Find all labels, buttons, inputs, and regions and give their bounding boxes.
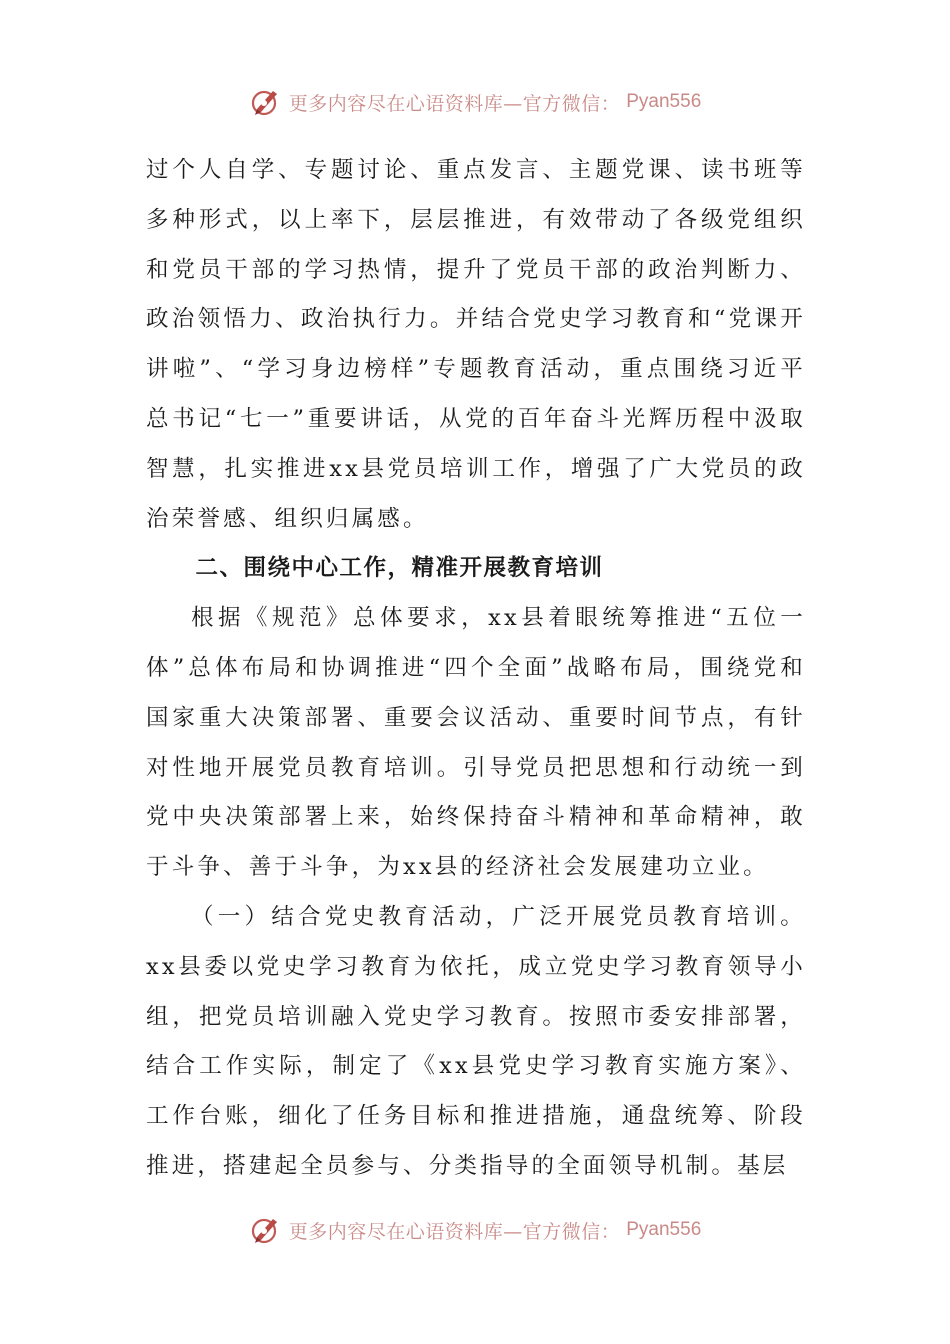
watermark-text: 更多内容尽在心语资料库—官方微信： bbox=[288, 92, 621, 115]
document-body bbox=[146, 146, 806, 1192]
watermark-header bbox=[0, 84, 950, 120]
pen-circle-icon bbox=[249, 1213, 283, 1247]
paragraph-3: （一）结合党史教育活动，广泛开展党员教育培训。xx县委以党史学习教育为依托，成立党史学习教育领导小组，把党员培训融入党史学习教育。按照市委安排部署，结合工作实际，制定了《xx县党史学习教育实施方案》、工作台账，细化了任务目标和推进措施，通盘统筹、阶段推进，搭建起全员参与、分类指导的全面领导机制。基层 bbox=[146, 903, 806, 1179]
section-heading-2: 二、围绕中心工作，精准开展教育培训 bbox=[195, 555, 604, 582]
pen-circle-icon bbox=[249, 85, 283, 119]
watermark-footer bbox=[0, 1212, 950, 1248]
paragraph-2: 根据《规范》总体要求，xx县着眼统筹推进“五位一体”总体布局和协调推进“四个全面”战略布局，围绕党和国家重大决策部署、重要会议活动、重要时间节点，有针对性地开展党员教育培训。引导党员把思想和行动统一到党中央决策部署上来，始终保持奋斗精神和革命精神，敢于斗争、善于斗争，为xx县的经济社会发展建功立业。 bbox=[146, 605, 806, 881]
watermark-handle: Pyan556 bbox=[626, 91, 702, 112]
watermark-handle: Pyan556 bbox=[626, 1219, 702, 1240]
watermark-text: 更多内容尽在心语资料库—官方微信： bbox=[288, 1220, 621, 1243]
paragraph-1: 过个人自学、专题讨论、重点发言、主题党课、读书班等多种形式，以上率下，层层推进，有效带动了各级党组织和党员干部的学习热情，提升了党员干部的政治判断力、政治领悟力、政治执行力。并结合党史学习教育和“党课开讲啦”、“学习身边榜样”专题教育活动，重点围绕习近平总书记“七一”重要讲话，从党的百年奋斗光辉历程中汲取智慧，扎实推进xx县党员培训工作，增强了广大党员的政治荣誉感、组织归属感。 bbox=[146, 157, 806, 532]
